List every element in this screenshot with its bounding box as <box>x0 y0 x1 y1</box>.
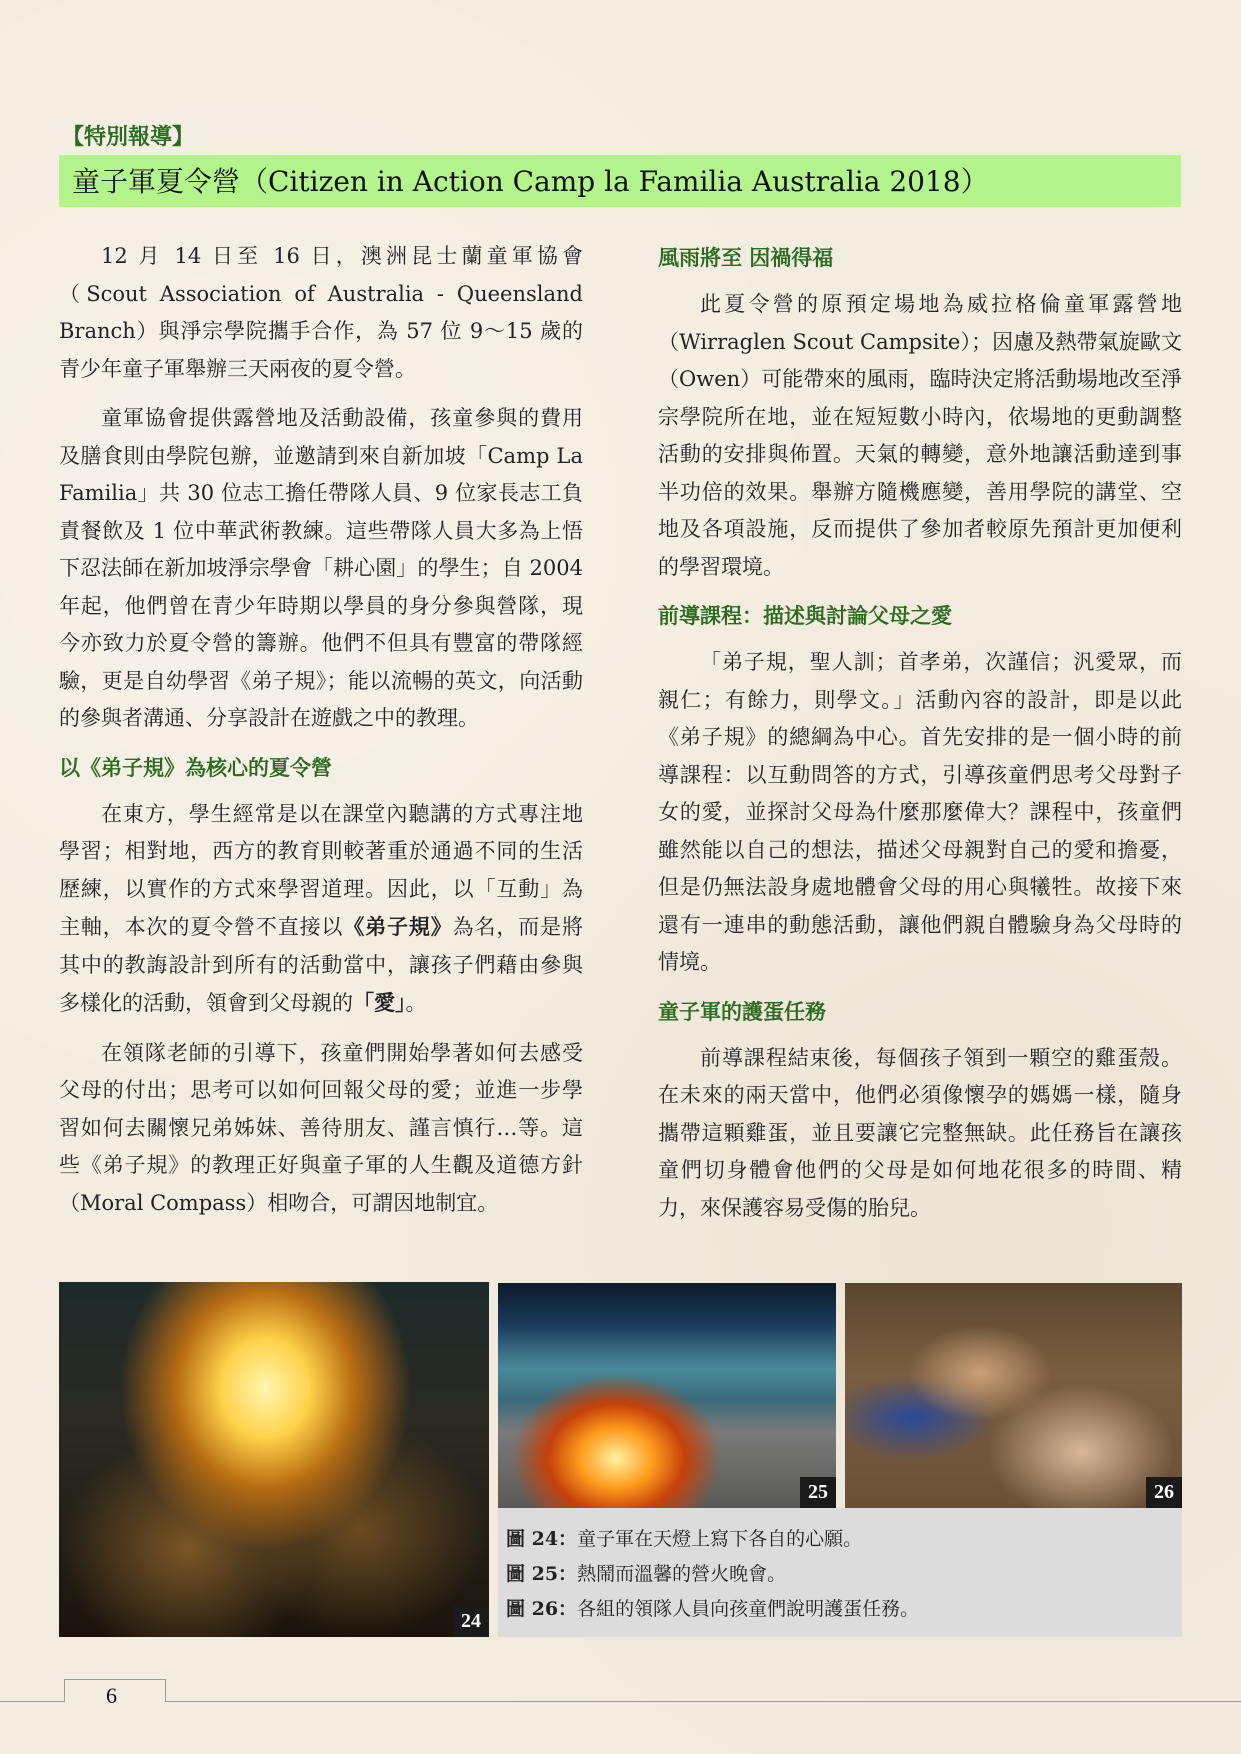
caption <box>506 1557 1182 1592</box>
caption-text: 童子軍在天燈上寫下各自的心願。 <box>577 1528 863 1550</box>
left-column <box>59 238 583 1234</box>
caption-label: 圖 25： <box>506 1563 578 1585</box>
photo-sky-lantern <box>59 1282 489 1637</box>
paragraph: 前導課程結束後，每個孩子領到一顆空的雞蛋殼。在未來的兩天當中，他們必須像懷孕的媽媽一樣，隨身攜帶這顆雞蛋，並且要讓它完整無缺。此任務旨在讓孩童們切身體會他們的父母是如何地花很多的時間、精力，來保護容易受傷的胎兒。 <box>658 1045 1182 1220</box>
text-run: 在東方，學生經常是以在課堂內聽講的方式專注地學習；相對地，西方的教育則較著重於通過不同的生活歷練，以實作的方式來學習道理。因此，以「互動」為主軸，本次的夏令營不直接以 <box>59 801 583 939</box>
footer-rule <box>0 1701 1241 1702</box>
bold-text: 「愛」 <box>353 990 406 1015</box>
right-column <box>658 238 1182 1239</box>
bold-text: 《弟子規》 <box>343 914 453 939</box>
photo-number: 25 <box>800 1477 836 1508</box>
caption-label: 圖 26： <box>506 1598 578 1620</box>
caption-box <box>498 1508 1182 1637</box>
caption-text: 各組的領隊人員向孩童們說明護蛋任務。 <box>577 1598 920 1620</box>
page-number: 6 <box>106 1683 117 1708</box>
section-heading: 前導課程：描述與討論父母之愛 <box>658 604 952 628</box>
text-run: 。 <box>405 991 427 1015</box>
caption <box>506 1592 1182 1627</box>
photo-campfire <box>498 1283 836 1508</box>
section-heading: 以《弟子規》為核心的夏令營 <box>59 755 332 780</box>
paragraph: 12 月 14 日至 16 日，澳洲昆士蘭童軍協會（Scout Association of Australia - Queensland Branch）與淨宗學院攜手合作，為 57 位 9～15 歲的青少年童子軍舉辦三天兩夜的夏令營。 <box>59 244 583 381</box>
photo-number: 24 <box>453 1606 489 1637</box>
paragraph: 此夏令營的原預定場地為威拉格倫童軍露營地（Wirraglen Scout Campsite）；因慮及熱帶氣旋歐文（Owen）可能帶來的風雨，臨時決定將活動場地改至淨宗學院所在地，並在短短數小時內，依場地的更動調整活動的安排與佈置。天氣的轉變，意外地讓活動達到事半功倍的效果。舉辦方隨機應變，善用學院的講堂、空地及各項設施，反而提供了參加者較原先預計更加便利的學習環境。 <box>658 292 1182 579</box>
article-title: 童子軍夏令營（Citizen in Action Camp la Familia Australia 2018） <box>72 165 989 198</box>
paragraph: 「弟子規，聖人訓；首孝弟，次謹信；汎愛眾，而親仁；有餘力，則學文。」活動內容的設計，即是以此《弟子規》的總綱為中心。首先安排的是一個小時的前導課程：以互動問答的方式，引導孩童們思考父母對子女的愛，並探討父母為什麼那麼偉大？課程中，孩童們雖然能以自己的想法，描述父母親對自己的愛和擔憂，但是仍無法設身處地體會父母的用心與犧牲。故接下來還有一連串的動態活動，讓他們親自體驗身為父母時的情境。 <box>658 650 1182 974</box>
caption <box>506 1522 1182 1557</box>
paragraph: 童軍協會提供露營地及活動設備，孩童參與的費用及膳食則由學院包辦，並邀請到來自新加坡「Camp La Familia」共 30 位志工擔任帶隊人員、9 位家長志工負責餐飲及 1 位中華武術教練。這些帶隊人員大多為上悟下忍法師在新加坡淨宗學會「耕心園」的學生；自 2004 年起，他們曾在青少年時期以學員的身分參與營隊，現今亦致力於夏令營的籌辦。他們不但具有豐富的帶隊經驗，更是自幼學習《弟子規》；能以流暢的英文，向活動的參與者溝通、分享設計在遊戲之中的教理。 <box>59 406 583 730</box>
text-run: 為名，而是將其中的教誨設計到所有的活動當中，讓孩子們藉由參與多樣化的活動，領會到父母親的 <box>59 915 584 1015</box>
section-heading: 童子軍的護蛋任務 <box>658 999 826 1024</box>
caption-label: 圖 24： <box>506 1528 578 1550</box>
paragraph <box>59 796 583 1023</box>
section-heading: 風雨將至 因禍得福 <box>658 246 834 270</box>
caption-text: 熱鬧而溫馨的營火晚會。 <box>577 1563 787 1585</box>
section-tag: 【特別報導】 <box>62 124 195 150</box>
photo-egg-mission <box>845 1283 1182 1508</box>
paragraph: 在領隊老師的引導下，孩童們開始學著如何去感受父母的付出；思考可以如何回報父母的愛；並進一步學習如何去關懷兄弟姊妹、善待朋友、謹言慎行…等。這些《弟子規》的教理正好與童子軍的人生觀及道德方針（Moral Compass）相吻合，可謂因地制宜。 <box>59 1040 583 1215</box>
photo-number: 26 <box>1146 1477 1182 1508</box>
